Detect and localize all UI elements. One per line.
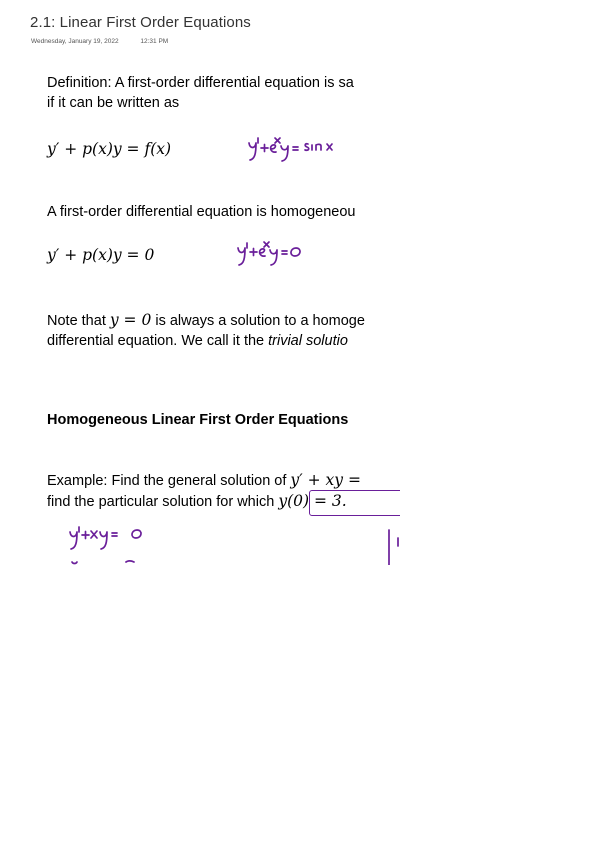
example-line-2-math: y(0) = 3.: [278, 492, 347, 510]
note-line-1-prefix: Note that: [47, 313, 110, 329]
note-line-2: [47, 331, 348, 351]
note-line-1-suffix: is always a solution to a homoge: [151, 313, 365, 329]
note-canvas[interactable]: [0, 0, 400, 565]
section-heading: Homogeneous Linear First Order Equations: [47, 412, 349, 428]
definition-line-2: if it can be written as: [47, 95, 180, 111]
linear-equation: y′ + p(x)y = f(x): [47, 140, 172, 158]
homogeneous-definition-line: A first-order differential equation is homogeneou: [47, 204, 356, 220]
note-line-2-italic: trivial solutio: [268, 333, 348, 349]
example-line-2: [47, 491, 347, 512]
page-time: 12:31 PM: [140, 38, 169, 45]
note-line-2-prefix: differential equation. We call it the: [47, 333, 269, 349]
definition-line-1: Definition: A first-order differential equation is sa: [47, 75, 354, 91]
example-line-1-prefix: Example: Find the general solution of: [47, 473, 291, 489]
example-line-1: [47, 470, 361, 491]
note-line-1: [47, 310, 365, 331]
example-line-1-math: y′ + xy =: [290, 471, 361, 489]
example-line-2-prefix: find the particular solution for which: [47, 494, 279, 510]
homogeneous-equation: y′ + p(x)y = 0: [47, 246, 155, 264]
initial-condition-highlight: [309, 490, 400, 516]
handwritten-example-linear: [245, 135, 355, 165]
page-title: 2.1: Linear First Order Equations: [30, 14, 251, 31]
handwritten-example-homogeneous: [234, 240, 324, 270]
note-line-1-math: y = 0: [109, 311, 152, 329]
page-date: Wednesday, January 19, 2022: [31, 38, 119, 45]
handwritten-work: [66, 526, 400, 565]
